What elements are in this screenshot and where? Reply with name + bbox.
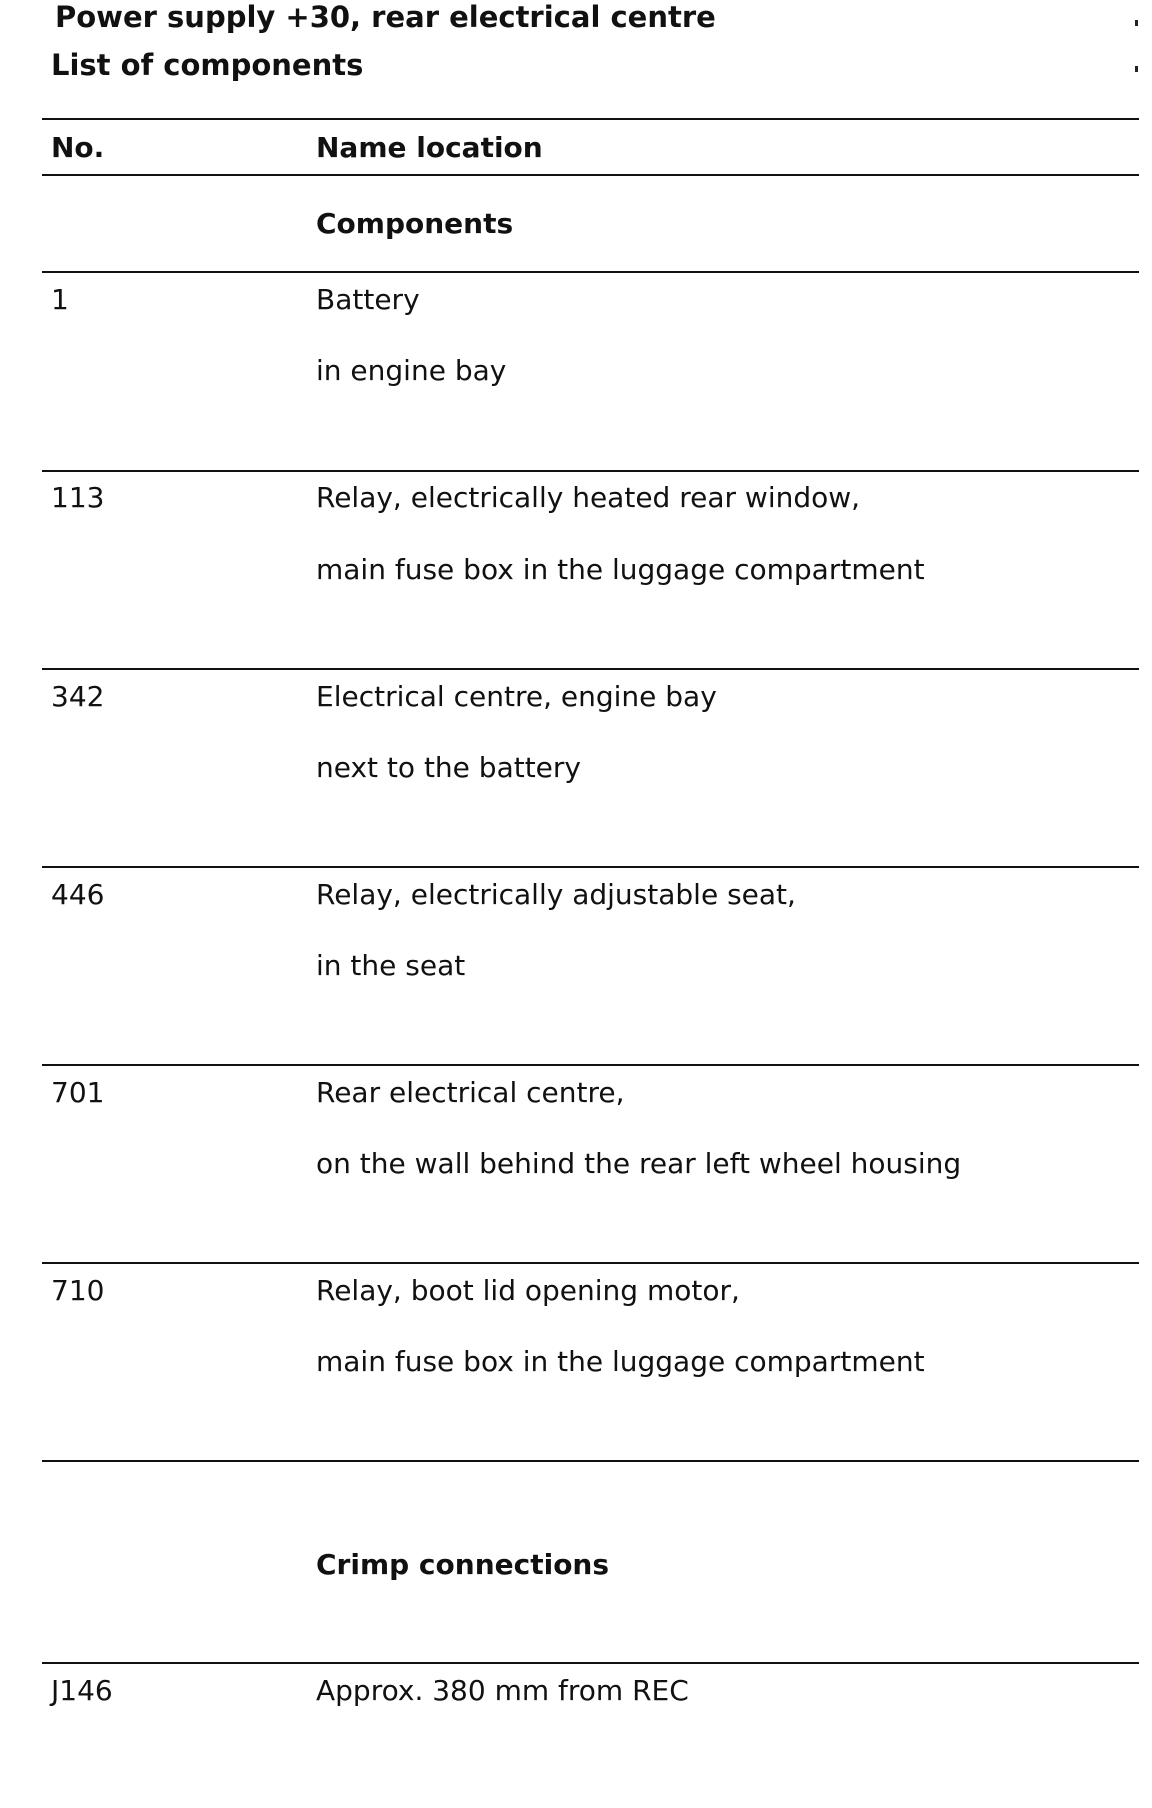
column-header-no: No. <box>51 131 105 164</box>
component-number: 710 <box>51 1274 105 1307</box>
row-rule <box>42 1064 1139 1066</box>
edge-mark <box>1135 20 1138 26</box>
component-number: 1 <box>51 283 69 316</box>
edge-mark <box>1135 66 1138 72</box>
component-location: in engine bay <box>316 354 507 387</box>
component-number: 701 <box>51 1076 105 1109</box>
page-title: Power supply +30, rear electrical centre <box>55 0 716 34</box>
component-number: 342 <box>51 680 105 713</box>
component-number: 113 <box>51 481 105 514</box>
column-header-name-location: Name location <box>316 131 543 164</box>
crimp-number: J146 <box>51 1674 113 1707</box>
component-name: Battery <box>316 283 420 316</box>
table-header-rule <box>42 174 1139 176</box>
component-location: on the wall behind the rear left wheel housing <box>316 1147 962 1180</box>
component-name: Relay, electrically heated rear window, <box>316 481 861 514</box>
row-rule <box>42 1460 1139 1462</box>
component-number: 446 <box>51 878 105 911</box>
page-subtitle: List of components <box>51 48 364 82</box>
section-rule <box>42 1662 1139 1664</box>
section-rule <box>42 271 1139 273</box>
section-heading-crimp-connections: Crimp connections <box>316 1548 610 1581</box>
component-location: in the seat <box>316 949 466 982</box>
row-rule <box>42 470 1139 472</box>
component-name: Relay, boot lid opening motor, <box>316 1274 740 1307</box>
component-name: Rear electrical centre, <box>316 1076 625 1109</box>
component-location: main fuse box in the luggage compartment <box>316 553 925 586</box>
section-heading-components: Components <box>316 207 514 240</box>
component-location: main fuse box in the luggage compartment <box>316 1345 925 1378</box>
component-name: Electrical centre, engine bay <box>316 680 717 713</box>
component-location: next to the battery <box>316 751 581 784</box>
row-rule <box>42 1262 1139 1264</box>
row-rule <box>42 866 1139 868</box>
component-name: Relay, electrically adjustable seat, <box>316 878 796 911</box>
table-top-rule <box>42 118 1139 120</box>
crimp-description: Approx. 380 mm from REC <box>316 1674 689 1707</box>
row-rule <box>42 668 1139 670</box>
